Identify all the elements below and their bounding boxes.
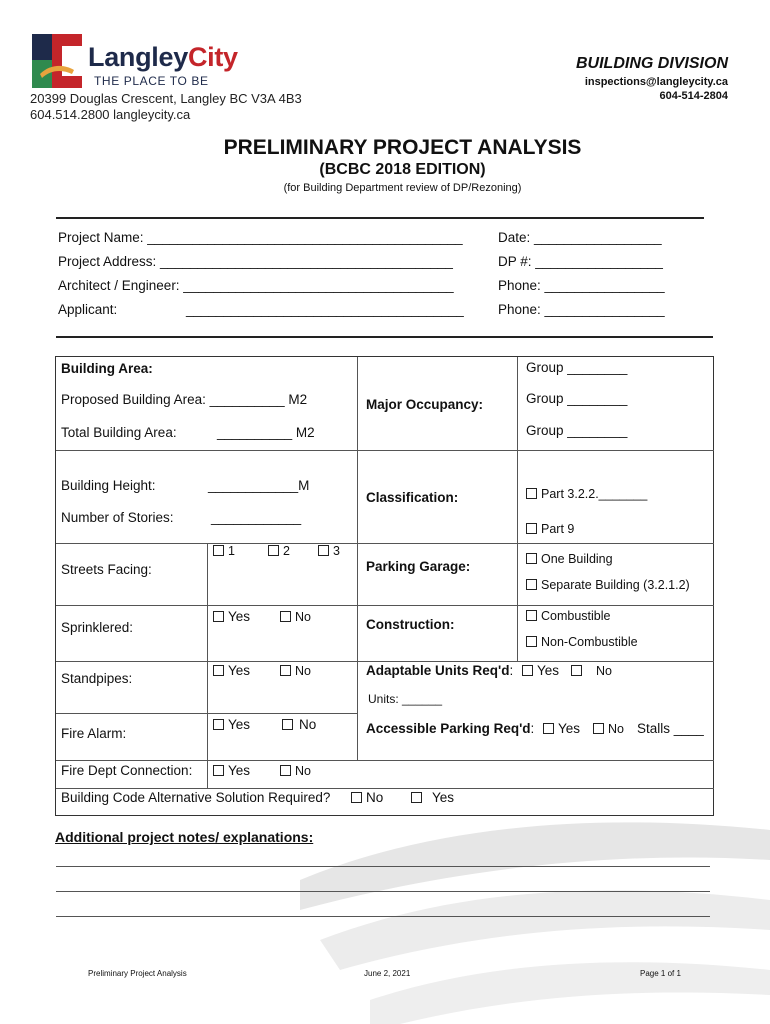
division-email: inspections@langleycity.ca [584, 76, 728, 88]
table-row-divider [56, 760, 714, 761]
fire-dept-connection-label: Fire Dept Connection: [61, 763, 193, 778]
notes-heading: Additional project notes/ explanations: [55, 829, 314, 845]
date-field[interactable]: Date: _________________ [498, 230, 662, 245]
separate-building-option[interactable]: Separate Building (3.2.1.2) [526, 578, 690, 592]
streets-option-1[interactable]: 1 [213, 544, 235, 558]
checkbox-icon[interactable] [282, 719, 293, 730]
alt-solution-yes-option[interactable]: Yes [411, 790, 454, 805]
brand-tagline: THE PLACE TO BE [94, 74, 209, 88]
classification-label: Classification: [366, 490, 459, 505]
checkbox-icon[interactable] [411, 792, 422, 803]
checkbox-icon[interactable] [213, 611, 224, 622]
footer-page-number: Page 1 of 1 [640, 969, 681, 978]
divider-rule-bottom [56, 336, 713, 338]
building-height-field[interactable]: ____________M [208, 478, 310, 493]
project-address-field[interactable]: Project Address: _______________________________________ [58, 254, 453, 269]
checkbox-icon[interactable] [543, 723, 554, 734]
table-row-divider [56, 450, 714, 451]
fire-alarm-label: Fire Alarm: [61, 726, 127, 741]
checkbox-icon[interactable] [571, 665, 582, 676]
adaptable-units-label: Adaptable Units Req'd [366, 663, 510, 678]
building-height-label: Building Height: [61, 478, 156, 493]
table-row-divider [56, 661, 714, 662]
adaptable-units-row: Adaptable Units Req'd: [366, 663, 514, 678]
accessible-parking-label: Accessible Parking Req'd [366, 721, 531, 736]
address-line: 20399 Douglas Crescent, Langley BC V3A 4B3 [30, 91, 302, 106]
building-area-heading: Building Area: [61, 361, 153, 376]
checkbox-icon[interactable] [526, 610, 537, 621]
accessible-parking-row: Accessible Parking Req'd: [366, 721, 535, 736]
fire-alarm-yes-option[interactable]: Yes [213, 717, 250, 732]
table-row-divider [56, 605, 714, 606]
parking-garage-label: Parking Garage: [366, 559, 471, 574]
table-row-divider [56, 543, 714, 544]
checkbox-icon[interactable] [351, 792, 362, 803]
stalls-field[interactable]: Stalls ____ [637, 721, 704, 736]
table-row-divider [56, 788, 714, 789]
table-row-divider [56, 713, 358, 714]
checkbox-icon[interactable] [526, 488, 537, 499]
footer-date: June 2, 2021 [364, 969, 411, 978]
applicant-field[interactable]: _____________________________________ [186, 302, 464, 317]
review-note: (for Building Department review of DP/Rezoning) [283, 182, 522, 194]
fire-dept-no-option[interactable]: No [280, 764, 311, 778]
architect-phone-field[interactable]: Phone: ________________ [498, 278, 665, 293]
standpipes-yes-option[interactable]: Yes [213, 663, 250, 678]
standpipes-no-option[interactable]: No [280, 664, 311, 678]
fire-dept-yes-option[interactable]: Yes [213, 763, 250, 778]
checkbox-icon[interactable] [526, 636, 537, 647]
group-field-3[interactable]: Group ________ [526, 423, 628, 438]
division-phone: 604-514-2804 [659, 90, 728, 102]
fire-alarm-no-option[interactable]: No [282, 717, 316, 732]
notes-line-3[interactable] [56, 916, 710, 917]
non-combustible-option[interactable]: Non-Combustible [526, 635, 638, 649]
checkbox-icon[interactable] [280, 665, 291, 676]
one-building-option[interactable]: One Building [526, 552, 613, 566]
background-swoosh-watermark [280, 790, 770, 1024]
units-field[interactable]: Units: ______ [368, 692, 443, 706]
adaptable-no-option[interactable]: No [571, 664, 612, 678]
checkbox-icon[interactable] [526, 523, 537, 534]
part-9-option[interactable]: Part 9 [526, 522, 574, 536]
standpipes-label: Standpipes: [61, 671, 133, 686]
checkbox-icon[interactable] [522, 665, 533, 676]
accessible-yes-option[interactable]: Yes [543, 721, 580, 736]
project-name-field[interactable]: Project Name: __________________________________________ [58, 230, 463, 245]
contact-line: 604.514.2800 langleycity.ca [30, 107, 191, 122]
edition-subtitle: (BCBC 2018 EDITION) [319, 161, 486, 178]
checkbox-icon[interactable] [213, 765, 224, 776]
table-divider [517, 357, 518, 661]
streets-facing-label: Streets Facing: [61, 562, 152, 577]
checkbox-icon[interactable] [280, 611, 291, 622]
checkbox-icon[interactable] [213, 719, 224, 730]
total-area-label: Total Building Area: [61, 425, 177, 440]
checkbox-icon[interactable] [593, 723, 604, 734]
proposed-area-field[interactable]: Proposed Building Area: __________ M2 [61, 392, 308, 407]
sprinklered-yes-option[interactable]: Yes [213, 609, 250, 624]
combustible-option[interactable]: Combustible [526, 609, 610, 623]
notes-line-1[interactable] [56, 866, 710, 867]
page-title: PRELIMINARY PROJECT ANALYSIS [223, 136, 582, 159]
checkbox-icon[interactable] [318, 545, 329, 556]
applicant-phone-field[interactable]: Phone: ________________ [498, 302, 665, 317]
group-field-2[interactable]: Group ________ [526, 391, 628, 406]
streets-option-2[interactable]: 2 [268, 544, 290, 558]
checkbox-icon[interactable] [526, 579, 537, 590]
table-divider [357, 357, 358, 760]
architect-engineer-field[interactable]: Architect / Engineer: ____________________________________ [58, 278, 454, 293]
group-field-1[interactable]: Group ________ [526, 360, 628, 375]
stories-label: Number of Stories: [61, 510, 174, 525]
sprinklered-no-option[interactable]: No [280, 610, 311, 624]
footer-document-name: Preliminary Project Analysis [88, 969, 187, 978]
total-area-field[interactable]: __________ M2 [217, 425, 315, 440]
part-3-2-2-option[interactable]: Part 3.2.2._______ [526, 487, 647, 501]
langley-city-logo-icon [32, 34, 82, 88]
checkbox-icon[interactable] [213, 665, 224, 676]
alternative-solution-label: Building Code Alternative Solution Required? [61, 790, 331, 805]
divider-rule-top [56, 217, 704, 219]
applicant-label: Applicant: [58, 302, 118, 317]
checkbox-icon[interactable] [526, 553, 537, 564]
alt-solution-no-option[interactable]: No [351, 790, 383, 805]
brand-name: LangleyCity [88, 42, 238, 72]
dp-number-field[interactable]: DP #: _________________ [498, 254, 663, 269]
sprinklered-label: Sprinklered: [61, 620, 134, 635]
division-title: BUILDING DIVISION [575, 55, 728, 72]
adaptable-yes-option[interactable]: Yes [522, 663, 559, 678]
stories-field[interactable]: ____________ [211, 510, 302, 525]
construction-label: Construction: [366, 617, 455, 632]
checkbox-icon[interactable] [213, 545, 224, 556]
checkbox-icon[interactable] [268, 545, 279, 556]
table-divider [207, 543, 208, 788]
notes-line-2[interactable] [56, 891, 710, 892]
major-occupancy-label: Major Occupancy: [366, 397, 484, 412]
streets-option-3[interactable]: 3 [318, 544, 340, 558]
accessible-no-option[interactable]: No [593, 722, 624, 736]
checkbox-icon[interactable] [280, 765, 291, 776]
